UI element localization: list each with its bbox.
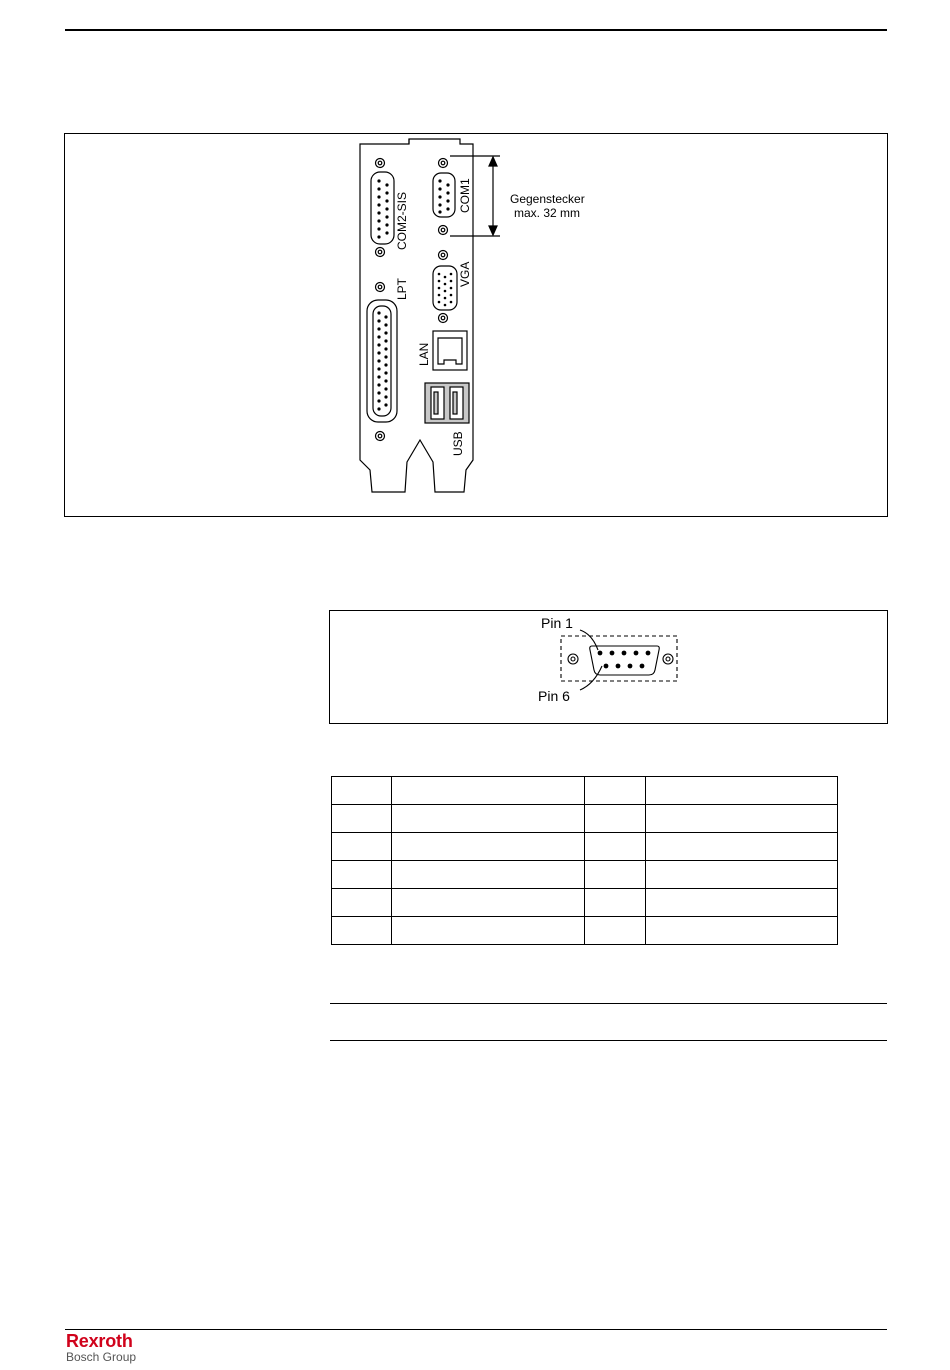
table-cell <box>646 777 838 805</box>
label-vga: VGA <box>458 261 472 287</box>
table-row <box>332 917 838 945</box>
table-row <box>332 805 838 833</box>
table-cell <box>392 777 585 805</box>
table-cell <box>646 833 838 861</box>
table-cell <box>392 917 585 945</box>
table-cell <box>332 777 392 805</box>
label-lan: LAN <box>417 342 431 366</box>
pin-assignment-table <box>331 776 838 945</box>
pin6-label: Pin 6 <box>538 688 570 704</box>
table-cell <box>585 805 646 833</box>
note-top-rule <box>330 1003 887 1004</box>
table-cell <box>585 777 646 805</box>
label-lpt: LPT <box>395 277 409 300</box>
table-cell <box>332 861 392 889</box>
dimension-note-line2: max. 32 mm <box>514 206 581 220</box>
table-cell <box>392 861 585 889</box>
label-usb: USB <box>451 431 465 456</box>
table-cell <box>585 861 646 889</box>
table-row <box>332 861 838 889</box>
table-cell <box>646 889 838 917</box>
db9-connector-drawing <box>561 630 677 690</box>
slot-bracket-drawing <box>360 139 500 492</box>
table-cell <box>585 917 646 945</box>
table-cell <box>392 889 585 917</box>
pin1-label: Pin 1 <box>541 615 573 631</box>
table-row <box>332 889 838 917</box>
table-cell <box>332 805 392 833</box>
brand-logo: Rexroth <box>66 1331 133 1351</box>
table-cell <box>646 861 838 889</box>
table-cell <box>392 833 585 861</box>
label-com2-sis: COM2-SIS <box>395 191 409 250</box>
brand-group: Bosch Group <box>66 1350 137 1364</box>
table-cell <box>332 833 392 861</box>
dimension-note-line1: Gegenstecker <box>510 192 585 206</box>
label-com1: COM1 <box>458 178 472 213</box>
table-row <box>332 777 838 805</box>
table-cell <box>585 889 646 917</box>
table-cell <box>332 917 392 945</box>
table-row <box>332 833 838 861</box>
note-bottom-rule <box>330 1040 887 1041</box>
table-cell <box>585 833 646 861</box>
table-cell <box>646 805 838 833</box>
table-cell <box>392 805 585 833</box>
table-cell <box>332 889 392 917</box>
table-cell <box>646 917 838 945</box>
